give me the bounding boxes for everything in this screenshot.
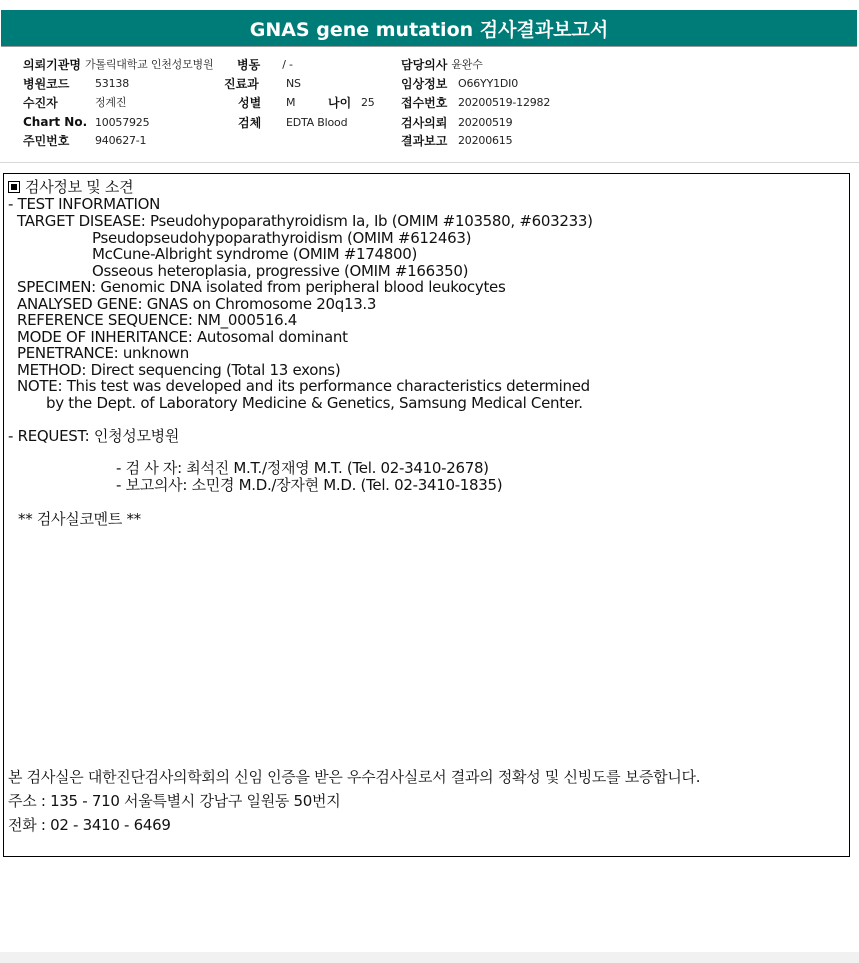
- inheritance-line: MODE OF INHERITANCE: Autosomal dominant: [17, 328, 348, 346]
- hospital-label: 의뢰기관명: [23, 57, 81, 72]
- hospital-code-label: 병원코드: [23, 76, 70, 91]
- report-content-box: [3, 173, 850, 857]
- receipt-number-value: 20200519-12982: [458, 95, 551, 109]
- report-date-value: 20200615: [458, 133, 513, 147]
- age-value: 25: [361, 95, 375, 109]
- bottom-strip: [0, 952, 859, 963]
- ward-field: [237, 55, 293, 73]
- specimen-field: [238, 113, 347, 131]
- ward-value: / -: [282, 57, 293, 71]
- target-disease-line: TARGET DISEASE: Pseudohypoparathyroidism Ia, Ib (OMIM #103580, #603233): [17, 212, 593, 230]
- patient-info-panel: [1, 47, 857, 163]
- specimen-value: EDTA Blood: [286, 115, 348, 129]
- doctor-field: [401, 55, 483, 73]
- resident-number-value: 940627-1: [95, 133, 147, 147]
- specimen-label: 검체: [238, 115, 262, 130]
- reference-sequence-line: REFERENCE SEQUENCE: NM_000516.4: [17, 311, 298, 329]
- clinical-info-field: [401, 74, 518, 92]
- target-disease-line-3: McCune-Albright syndrome (OMIM #174800): [92, 245, 418, 263]
- report-date-label: 결과보고: [401, 133, 448, 148]
- request-date-field: [401, 113, 512, 131]
- dept-value: NS: [286, 76, 301, 90]
- note-line: NOTE: This test was developed and its performance characteristics determined: [17, 377, 590, 395]
- penetrance-line: PENETRANCE: unknown: [17, 344, 189, 362]
- age-label: 나이: [328, 95, 352, 110]
- patient-name-field: [23, 93, 126, 111]
- patient-name-value: 정계진: [95, 96, 127, 109]
- sex-label: 성별: [238, 95, 262, 110]
- target-disease-line-4: Osseous heteroplasia, progressive (OMIM #166350): [92, 262, 469, 280]
- hospital-code-value: 53138: [95, 76, 129, 90]
- certification-line: 본 검사실은 대한진단검사의학회의 신임 인증을 받은 우수검사실로서 결과의 정확성 및 신빙도를 보증합니다.: [8, 768, 701, 786]
- square-bullet-icon: [8, 181, 20, 193]
- lab-comment-heading: ** 검사실코멘트 **: [18, 510, 141, 528]
- receipt-number-field: [401, 93, 550, 111]
- hospital-field: [23, 55, 213, 73]
- report-title: GNAS gene mutation 검사결과보고서: [249, 18, 609, 41]
- sex-field: [238, 93, 295, 111]
- reporter-line: - 보고의사: 소민경 M.D./장자현 M.D. (Tel. 02-3410-1835): [116, 476, 503, 494]
- report-title-bar: [1, 10, 857, 46]
- target-disease-line-2: Pseudopseudohypoparathyroidism (OMIM #612463): [92, 229, 472, 247]
- specimen-line: SPECIMEN: Genomic DNA isolated from peripheral blood leukocytes: [17, 278, 506, 296]
- chart-number-value: 10057925: [95, 115, 150, 129]
- hospital-code-field: [23, 74, 129, 92]
- resident-number-label: 주민번호: [23, 133, 70, 148]
- dept-field: [224, 74, 301, 92]
- section-title: 검사정보 및 소견: [25, 178, 134, 196]
- request-date-value: 20200519: [458, 115, 513, 129]
- method-line: METHOD: Direct sequencing (Total 13 exons): [17, 361, 341, 379]
- sex-value: M: [286, 95, 296, 109]
- report-date-field: [401, 131, 512, 149]
- divider: [0, 162, 859, 173]
- request-date-label: 검사의뢰: [401, 115, 448, 130]
- ward-label: 병동: [237, 57, 261, 72]
- clinical-info-label: 임상정보: [401, 76, 448, 91]
- chart-number-field: [23, 113, 149, 131]
- phone-line: 전화 : 02 - 3410 - 6469: [8, 816, 171, 834]
- patient-name-label: 수진자: [23, 95, 58, 110]
- note-line-2: by the Dept. of Laboratory Medicine & Genetics, Samsung Medical Center.: [46, 394, 583, 412]
- hospital-value: 가톨릭대학교 인천성모병원: [84, 58, 214, 71]
- test-info-heading: - TEST INFORMATION: [8, 195, 161, 213]
- address-line: 주소 : 135 - 710 서울특별시 강남구 일원동 50번지: [8, 792, 341, 810]
- section-heading: [8, 179, 133, 196]
- examiner-line: - 검 사 자: 최석진 M.T./정재영 M.T. (Tel. 02-3410-2678): [116, 459, 489, 477]
- request-line: - REQUEST: 인청성모병원: [8, 427, 180, 445]
- dept-label: 진료과: [224, 76, 259, 91]
- chart-number-label: Chart No.: [23, 115, 88, 129]
- doctor-value: 윤완수: [451, 58, 483, 71]
- receipt-number-label: 접수번호: [401, 95, 448, 110]
- clinical-info-value: O66YY1DI0: [458, 76, 519, 90]
- doctor-label: 담당의사: [401, 57, 448, 72]
- resident-number-field: [23, 131, 146, 149]
- analysed-gene-line: ANALYSED GENE: GNAS on Chromosome 20q13.3: [17, 295, 377, 313]
- age-field: [328, 93, 375, 111]
